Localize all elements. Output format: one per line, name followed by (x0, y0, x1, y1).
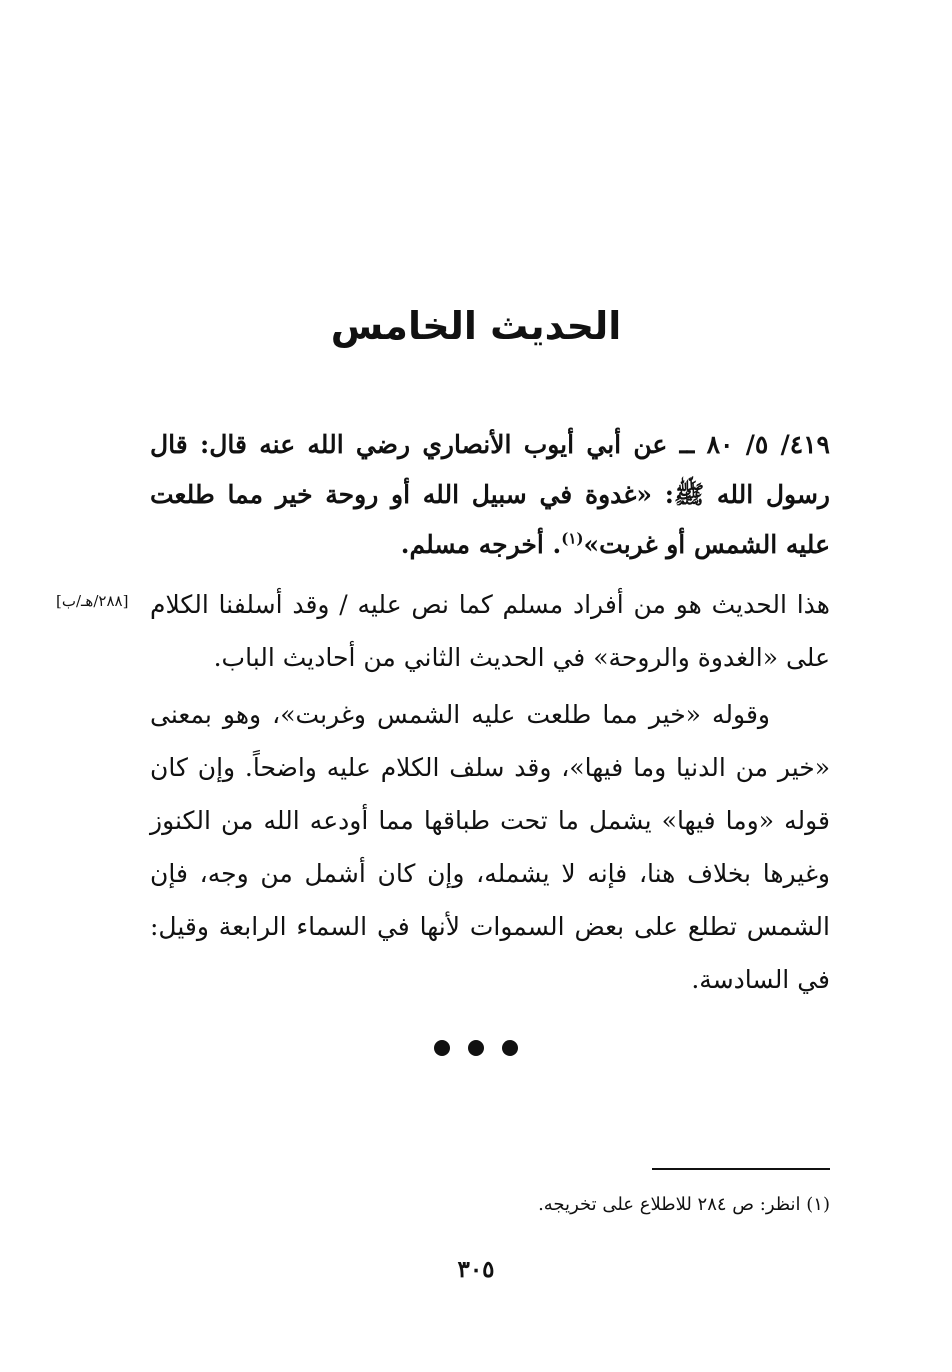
divider-dot (502, 1040, 518, 1056)
footnote-reference[interactable]: (١) (561, 529, 584, 548)
hadith-text: ــ عن أبي أيوب الأنصاري رضي الله عنه قال: قال رسول الله ﷺ: «غدوة في سبيل الله أو روحة خير مما طلعت عليه الشمس أو غربت» (150, 430, 830, 559)
footnote (300, 1188, 830, 1222)
page-number: ٣٠٥ (457, 1256, 495, 1283)
footnote-text: انظر: ص ٢٨٤ للاطلاع على تخريجه. (538, 1194, 801, 1215)
margin-manuscript-reference: [٢٨٨/هـ/ب] (56, 592, 129, 610)
footnote-separator (652, 1168, 830, 1170)
hadith-attribution: . أخرجه مسلم. (400, 530, 562, 559)
commentary-paragraph-2: وقوله «خير مما طلعت عليه الشمس وغربت»، وهو بمعنى «خير من الدنيا وما فيها»، وقد سلف الكلام عليه واضحاً. وإن كان قوله «وما فيها» يشمل ما تحت طباقها مما أودعه الله من الكنوز وغيرها بخلاف هنا، فإنه لا يشمله، وإن كان أشمل من وجه، فإن الشمس تطلع على بعض السموات لأنها في السماء الرابعة وقيل: في السادسة. (150, 700, 830, 994)
divider-dot (468, 1040, 484, 1056)
hadith-block (150, 420, 830, 570)
footnote-mark: (١) (806, 1194, 830, 1215)
section-divider (0, 1040, 952, 1060)
commentary-paragraph-1: هذا الحديث هو من أفراد مسلم كما نص عليه / وقد أسلفنا الكلام على «الغدوة والروحة» في الحديث الثاني من أحاديث الباب. (150, 590, 830, 672)
chapter-title: الحديث الخامس (330, 304, 622, 348)
divider-dot (434, 1040, 450, 1056)
hadith-number: ٤١٩/ ٥/ ٨٠ (706, 430, 830, 459)
